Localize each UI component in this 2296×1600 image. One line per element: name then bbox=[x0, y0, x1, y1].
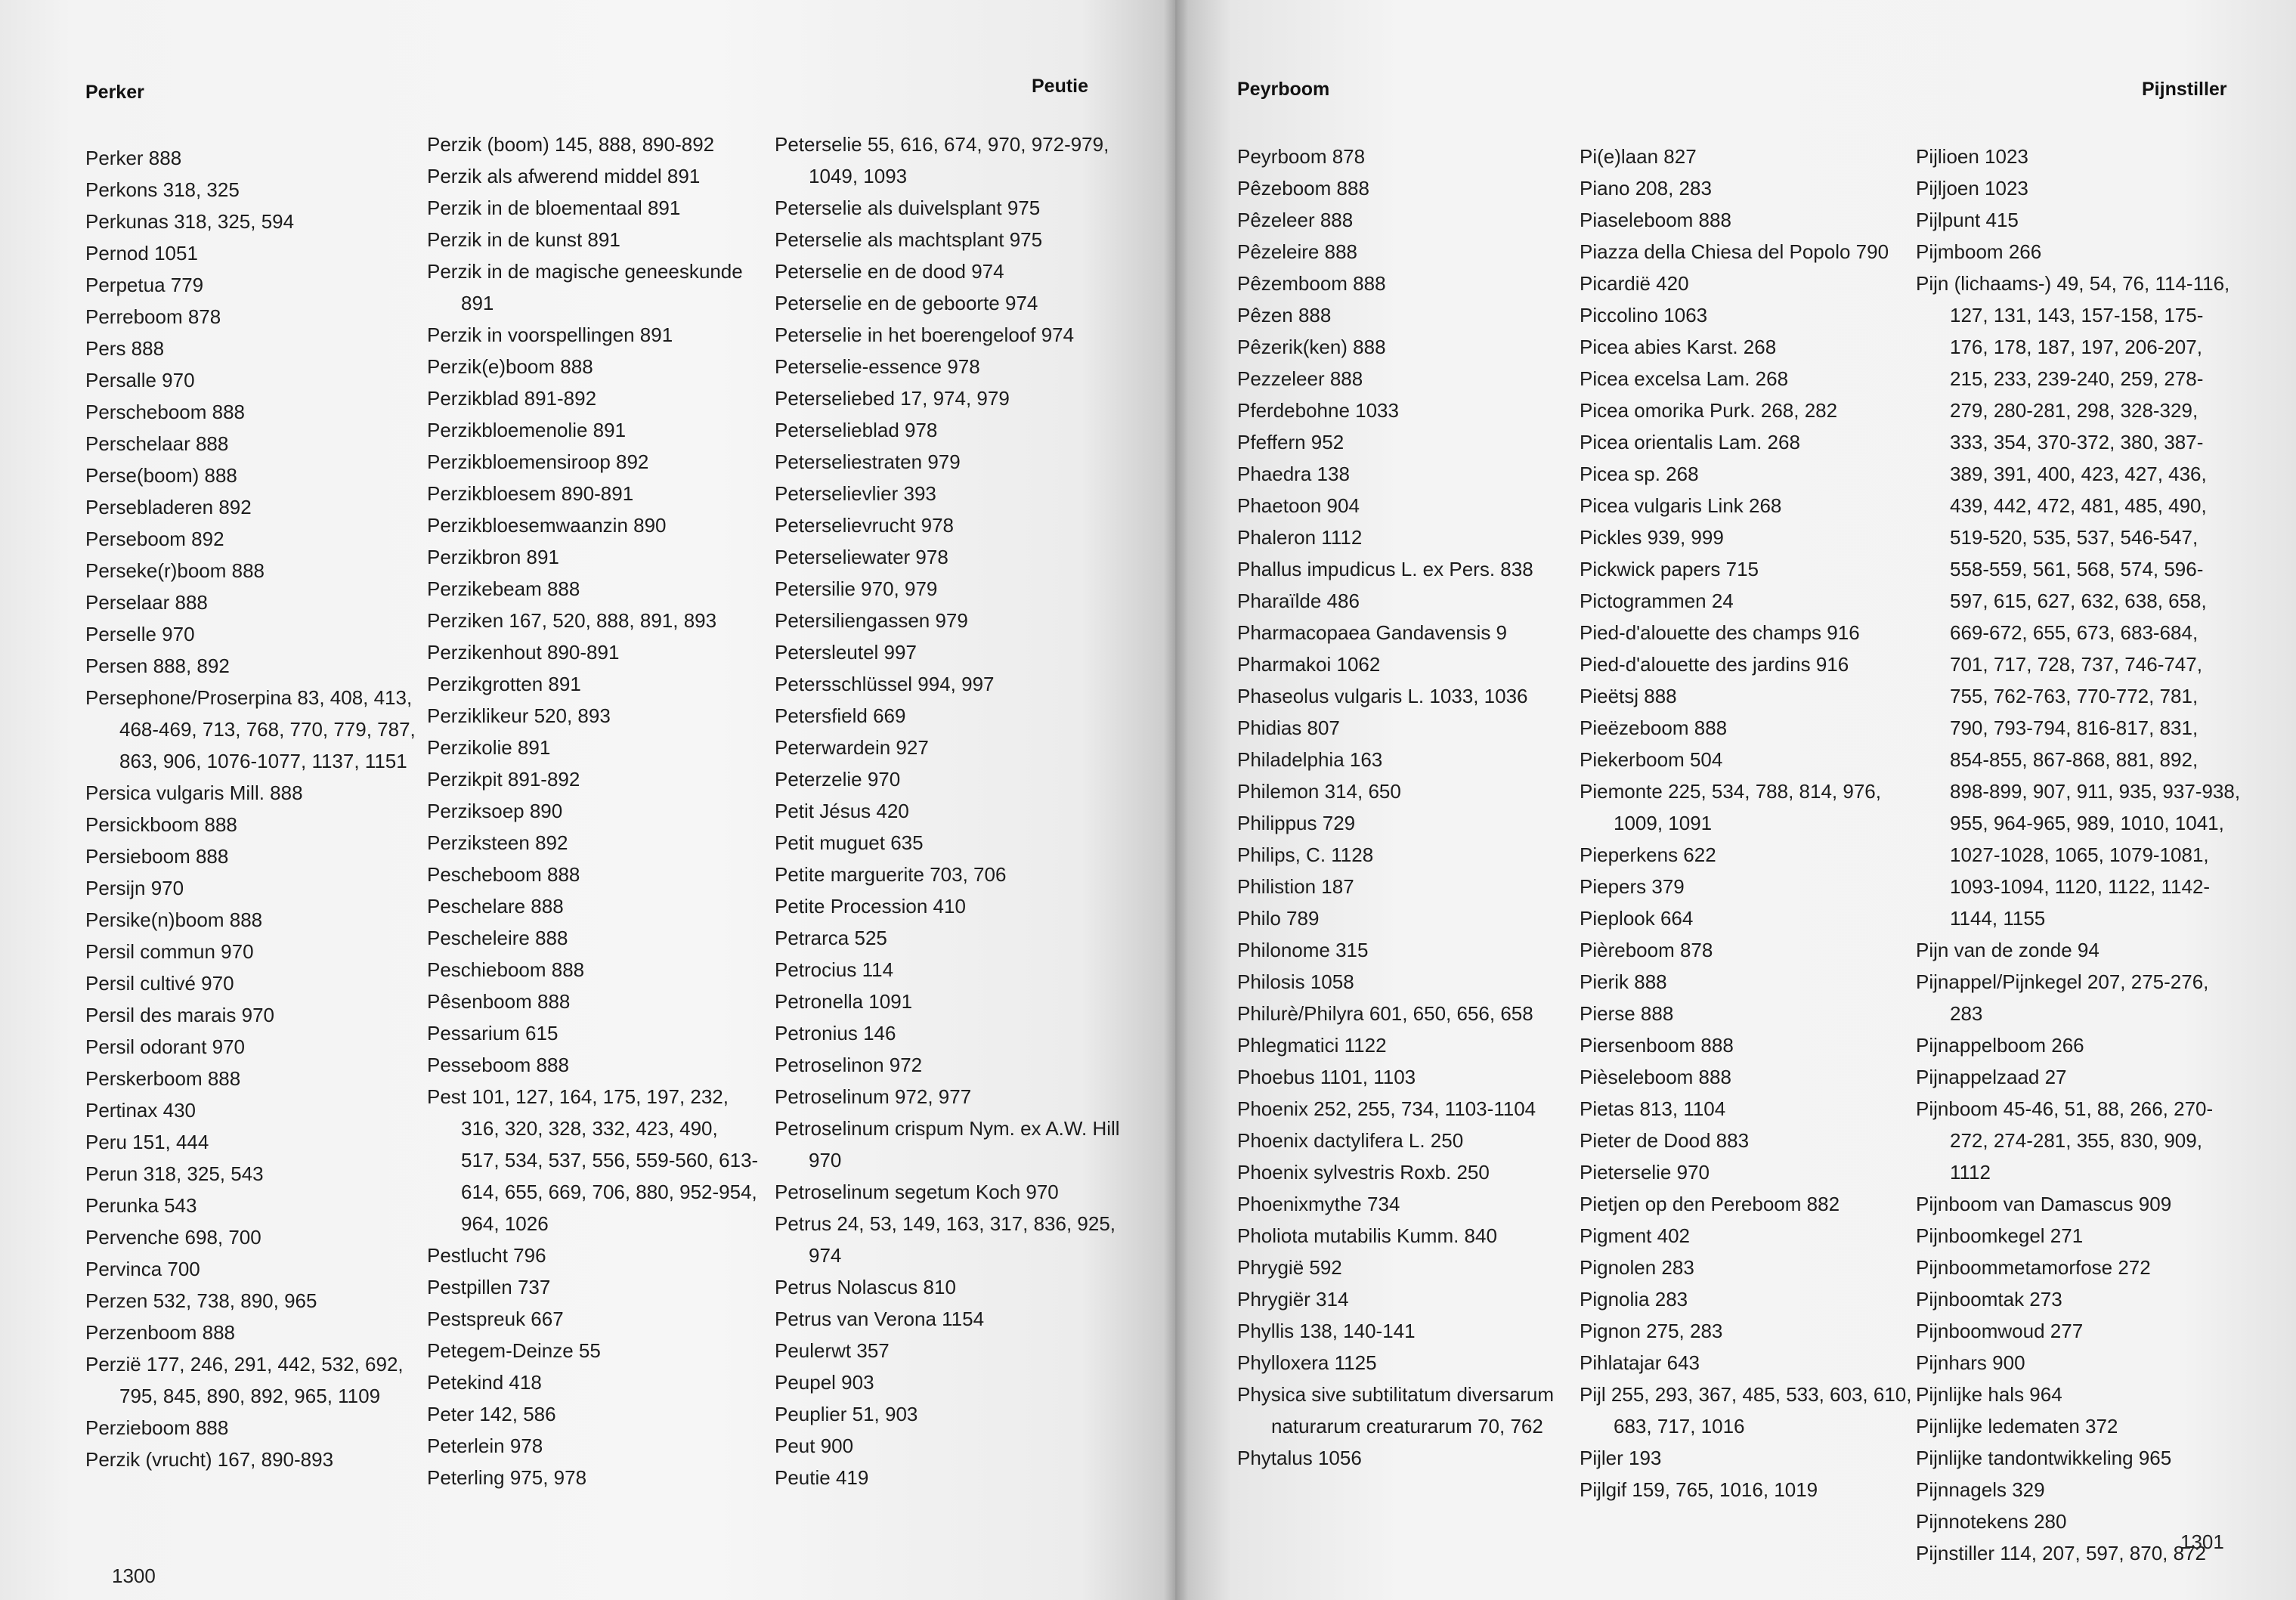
index-entry: Perselaar 888 bbox=[85, 591, 208, 614]
index-entry: Pijnhars 900 bbox=[1916, 1351, 2025, 1374]
index-entry: Pijnappelzaad 27 bbox=[1916, 1066, 2067, 1088]
index-entry: Petersilie 970, 979 bbox=[775, 577, 938, 600]
index-entry: Pescheboom 888 bbox=[427, 863, 580, 886]
index-entry: Pihlatajar 643 bbox=[1580, 1351, 1700, 1374]
index-entry: Peterselie en de dood 974 bbox=[775, 260, 1004, 283]
index-entry: Philistion 187 bbox=[1237, 875, 1354, 898]
index-entry: Peter 142, 586 bbox=[427, 1403, 556, 1425]
index-entry: Pieter de Dood 883 bbox=[1580, 1129, 1750, 1152]
index-entry: Perzik(e)boom 888 bbox=[427, 355, 593, 378]
index-entry: Pharmakoi 1062 bbox=[1237, 653, 1381, 676]
index-entry: Pers 888 bbox=[85, 337, 165, 360]
index-entry: Petite Procession 410 bbox=[775, 895, 966, 918]
index-entry: Perkunas 318, 325, 594 bbox=[85, 210, 295, 233]
index-entry: Petrocius 114 bbox=[775, 958, 894, 981]
index-entry: Perzieboom 888 bbox=[85, 1416, 229, 1439]
index-entry: Persijn 970 bbox=[85, 877, 184, 899]
index-entry: Petroselinum segetum Koch 970 bbox=[775, 1181, 1059, 1203]
index-entry: Phytalus 1056 bbox=[1237, 1447, 1362, 1469]
index-entry: Peuplier 51, 903 bbox=[775, 1403, 918, 1425]
page-number-left: 1300 bbox=[112, 1564, 156, 1587]
index-entry: Perziksteen 892 bbox=[427, 831, 568, 854]
right-page bbox=[1175, 0, 2296, 1600]
index-entry: Perzië 177, 246, 291, 442, 532, 692, 795, 845, 890, 892, 965, 1109 bbox=[85, 1353, 404, 1407]
index-entry: Phaleron 1112 bbox=[1237, 526, 1363, 549]
index-entry: Pignolia 283 bbox=[1580, 1288, 1688, 1311]
index-entry: Peutie 419 bbox=[775, 1466, 869, 1489]
index-entry: Perkons 318, 325 bbox=[85, 178, 240, 201]
index-entry: Pijl 255, 293, 367, 485, 533, 603, 610, 683, 717, 1016 bbox=[1580, 1383, 1912, 1438]
index-entry: Petroselinum crispum Nym. ex A.W. Hill 970 bbox=[775, 1117, 1120, 1171]
index-entry: Pêzen 888 bbox=[1237, 304, 1332, 326]
index-entry: Perpetua 779 bbox=[85, 274, 204, 296]
index-entry: Petronius 146 bbox=[775, 1022, 896, 1044]
index-entry: Petite marguerite 703, 706 bbox=[775, 863, 1007, 886]
index-entry: Pijnappelboom 266 bbox=[1916, 1034, 2084, 1057]
index-entry: Pieëzeboom 888 bbox=[1580, 716, 1728, 739]
index-entry: Pignolen 283 bbox=[1580, 1256, 1694, 1279]
index-entry: Petit Jésus 420 bbox=[775, 800, 909, 822]
index-entry: Pestpillen 737 bbox=[427, 1276, 551, 1298]
index-entry: Persephone/Proserpina 83, 408, 413, 468-469, 713, 768, 770, 779, 787, 863, 906, 1076-1077, 1137, 1151 bbox=[85, 686, 416, 772]
index-entry: Picea sp. 268 bbox=[1580, 463, 1699, 485]
index-entry: Pijnlijke ledematen 372 bbox=[1916, 1415, 2118, 1438]
page-number-right: 1301 bbox=[2180, 1530, 2224, 1553]
index-entry: Pijnappel/Pijnkegel 207, 275-276, 283 bbox=[1916, 970, 2209, 1025]
index-entry: Perzik (boom) 145, 888, 890-892 bbox=[427, 133, 715, 156]
index-entry: Peschieboom 888 bbox=[427, 958, 585, 981]
index-column-6 bbox=[1916, 141, 2241, 1569]
index-entry: Physica sive subtilitatum diversarum naturarum creaturarum 70, 762 bbox=[1237, 1383, 1555, 1438]
index-column-1 bbox=[85, 142, 418, 1475]
index-entry: Perzikenhout 890-891 bbox=[427, 641, 620, 664]
index-entry: Philosis 1058 bbox=[1237, 970, 1354, 993]
index-entry: Pijlgif 159, 765, 1016, 1019 bbox=[1580, 1478, 1818, 1501]
index-entry: Picardië 420 bbox=[1580, 272, 1689, 295]
index-entry: Petrus Nolascus 810 bbox=[775, 1276, 956, 1298]
index-entry: Perzikbloemensiroop 892 bbox=[427, 450, 649, 473]
index-entry: Petekind 418 bbox=[427, 1371, 542, 1394]
index-entry: Pezzeleer 888 bbox=[1237, 367, 1363, 390]
index-entry: Perzik als afwerend middel 891 bbox=[427, 165, 701, 187]
index-entry: Philo 789 bbox=[1237, 907, 1320, 930]
index-entry: Peterselie in het boerengeloof 974 bbox=[775, 323, 1075, 346]
index-entry: Perun 318, 325, 543 bbox=[85, 1162, 264, 1185]
index-entry: Pesseboom 888 bbox=[427, 1054, 569, 1076]
index-entry: Petersiliengassen 979 bbox=[775, 609, 968, 632]
index-entry: Pignon 275, 283 bbox=[1580, 1320, 1723, 1342]
index-entry: Phyllis 138, 140-141 bbox=[1237, 1320, 1416, 1342]
index-entry: Persil odorant 970 bbox=[85, 1035, 246, 1058]
index-entry: Piano 208, 283 bbox=[1580, 177, 1712, 200]
index-entry: Pickwick papers 715 bbox=[1580, 558, 1759, 580]
index-entry: Pietjen op den Pereboom 882 bbox=[1580, 1193, 1840, 1215]
index-entry: Philonome 315 bbox=[1237, 939, 1369, 961]
index-entry: Phaseolus vulgaris L. 1033, 1036 bbox=[1237, 685, 1528, 707]
index-entry: Pêzemboom 888 bbox=[1237, 272, 1386, 295]
index-entry: Pijmboom 266 bbox=[1916, 240, 2042, 263]
index-entry: Picea omorika Purk. 268, 282 bbox=[1580, 399, 1838, 422]
index-entry: Peterselie 55, 616, 674, 970, 972-979, 1049, 1093 bbox=[775, 133, 1109, 187]
index-entry: Persalle 970 bbox=[85, 369, 195, 391]
index-entry: Perzik in voorspellingen 891 bbox=[427, 323, 673, 346]
index-entry: Pervinca 700 bbox=[85, 1258, 200, 1280]
index-entry: Philippus 729 bbox=[1237, 812, 1356, 834]
index-entry: Petrus van Verona 1154 bbox=[775, 1308, 985, 1330]
index-entry: Persil des marais 970 bbox=[85, 1004, 274, 1026]
index-entry: Perseke(r)boom 888 bbox=[85, 559, 265, 582]
index-entry: Perziksoep 890 bbox=[427, 800, 563, 822]
index-entry: Perker 888 bbox=[85, 147, 182, 169]
index-entry: Phlegmatici 1122 bbox=[1237, 1034, 1387, 1057]
index-entry: Phidias 807 bbox=[1237, 716, 1340, 739]
index-entry: Pièseleboom 888 bbox=[1580, 1066, 1731, 1088]
index-entry: Peterwardein 927 bbox=[775, 736, 929, 759]
index-entry: Pêsenboom 888 bbox=[427, 990, 571, 1013]
index-entry: Phoenix sylvestris Roxb. 250 bbox=[1237, 1161, 1490, 1184]
index-column-3 bbox=[775, 128, 1153, 1493]
index-entry: Peterseliestraten 979 bbox=[775, 450, 961, 473]
index-entry: Picea vulgaris Link 268 bbox=[1580, 494, 1782, 517]
index-entry: Pestlucht 796 bbox=[427, 1244, 546, 1267]
index-entry: Pharmacopaea Gandavensis 9 bbox=[1237, 621, 1508, 644]
index-entry: Philemon 314, 650 bbox=[1237, 780, 1401, 803]
index-entry: Petroselinum 972, 977 bbox=[775, 1085, 972, 1108]
index-entry: Phrygië 592 bbox=[1237, 1256, 1342, 1279]
index-entry: Persebladeren 892 bbox=[85, 496, 252, 518]
index-entry: Peterselie als machtsplant 975 bbox=[775, 228, 1043, 251]
index-entry: Phylloxera 1125 bbox=[1237, 1351, 1377, 1374]
index-entry: Perzikbron 891 bbox=[427, 546, 559, 568]
running-head-left: Peyrboom bbox=[1237, 79, 1330, 100]
index-entry: Perzenboom 888 bbox=[85, 1321, 236, 1344]
index-entry: Perzikpit 891-892 bbox=[427, 768, 580, 791]
index-entry: Pertinax 430 bbox=[85, 1099, 196, 1122]
running-head-right: Pijnstiller bbox=[2142, 79, 2227, 100]
index-entry: Peterseliewater 978 bbox=[775, 546, 948, 568]
index-entry: Persil cultivé 970 bbox=[85, 972, 234, 995]
index-entry: Petronella 1091 bbox=[775, 990, 913, 1013]
index-entry: Perzikolie 891 bbox=[427, 736, 551, 759]
index-entry: Perziken 167, 520, 888, 891, 893 bbox=[427, 609, 717, 632]
index-entry: Phrygiër 314 bbox=[1237, 1288, 1349, 1311]
index-entry: Perzik in de bloementaal 891 bbox=[427, 197, 681, 219]
index-entry: Perzikbloesemwaanzin 890 bbox=[427, 514, 667, 537]
index-entry: Peterselie-essence 978 bbox=[775, 355, 980, 378]
index-entry: Perzik in de kunst 891 bbox=[427, 228, 620, 251]
index-entry: Peterselie en de geboorte 974 bbox=[775, 292, 1038, 314]
index-entry: Pijnboomkegel 271 bbox=[1916, 1224, 2084, 1247]
index-entry: Pierse 888 bbox=[1580, 1002, 1674, 1025]
index-entry: Pied-d'alouette des jardins 916 bbox=[1580, 653, 1849, 676]
index-entry: Piazza della Chiesa del Popolo 790 bbox=[1580, 240, 1889, 263]
index-entry: Pi(e)laan 827 bbox=[1580, 145, 1697, 168]
index-entry: Peschelare 888 bbox=[427, 895, 564, 918]
index-entry: Pieëtsj 888 bbox=[1580, 685, 1677, 707]
index-entry: Pijnboomwoud 277 bbox=[1916, 1320, 2084, 1342]
index-entry: Pholiota mutabilis Kumm. 840 bbox=[1237, 1224, 1497, 1247]
index-entry: Pieterselie 970 bbox=[1580, 1161, 1710, 1184]
index-entry: Pijlpunt 415 bbox=[1916, 209, 2019, 231]
index-entry: Persica vulgaris Mill. 888 bbox=[85, 781, 303, 804]
index-entry: Pescheleire 888 bbox=[427, 927, 568, 949]
index-entry: Pêzeleire 888 bbox=[1237, 240, 1357, 263]
index-entry: Peterseliebed 17, 974, 979 bbox=[775, 387, 1010, 410]
index-entry: Picea excelsa Lam. 268 bbox=[1580, 367, 1789, 390]
index-entry: Pijn van de zonde 94 bbox=[1916, 939, 2100, 961]
index-entry: Perzik (vrucht) 167, 890-893 bbox=[85, 1448, 334, 1471]
index-entry: Phoenixmythe 734 bbox=[1237, 1193, 1400, 1215]
index-entry: Peterlein 978 bbox=[427, 1434, 543, 1457]
index-entry: Pessarium 615 bbox=[427, 1022, 559, 1044]
index-entry: Philurè/Philyra 601, 650, 656, 658 bbox=[1237, 1002, 1533, 1025]
running-head-left: Perker bbox=[85, 82, 144, 103]
index-entry: Pijnstiller 114, 207, 597, 870, 872 bbox=[1916, 1542, 2207, 1564]
index-entry: Phallus impudicus L. ex Pers. 838 bbox=[1237, 558, 1533, 580]
index-entry: Persike(n)boom 888 bbox=[85, 908, 263, 931]
index-entry: Perscheboom 888 bbox=[85, 401, 246, 423]
index-entry: Peterselievrucht 978 bbox=[775, 514, 955, 537]
index-entry: Peterselie als duivelsplant 975 bbox=[775, 197, 1041, 219]
index-entry: Piekerboom 504 bbox=[1580, 748, 1723, 771]
index-entry: Pest 101, 127, 164, 175, 197, 232, 316, 320, 328, 332, 423, 490, 517, 534, 537, 556, 559-560, 613-614, 655, 669, 706, 880, 952-954, 964, 1026 bbox=[427, 1085, 759, 1235]
index-entry: Philadelphia 163 bbox=[1237, 748, 1383, 771]
index-column-2 bbox=[427, 128, 760, 1493]
index-entry: Perzikbloesem 890-891 bbox=[427, 482, 634, 505]
index-entry: Pijnnotekens 280 bbox=[1916, 1510, 2067, 1533]
index-entry: Peterselieblad 978 bbox=[775, 419, 938, 441]
index-entry: Pied-d'alouette des champs 916 bbox=[1580, 621, 1860, 644]
index-entry: Perziklikeur 520, 893 bbox=[427, 704, 611, 727]
index-entry: Perunka 543 bbox=[85, 1194, 197, 1217]
index-entry: Piccolino 1063 bbox=[1580, 304, 1708, 326]
index-entry: Peterselievlier 393 bbox=[775, 482, 936, 505]
index-entry: Pervenche 698, 700 bbox=[85, 1226, 261, 1249]
index-entry: Petersfield 669 bbox=[775, 704, 906, 727]
index-entry: Perzikebeam 888 bbox=[427, 577, 580, 600]
index-entry: Pierik 888 bbox=[1580, 970, 1667, 993]
index-entry: Pernod 1051 bbox=[85, 242, 198, 265]
index-entry: Phoebus 1101, 1103 bbox=[1237, 1066, 1416, 1088]
index-column-4 bbox=[1237, 141, 1573, 1474]
index-entry: Peut 900 bbox=[775, 1434, 854, 1457]
index-entry: Perzen 532, 738, 890, 965 bbox=[85, 1289, 317, 1312]
index-entry: Pijnboom 45-46, 51, 88, 266, 270-272, 274-281, 355, 830, 909, 1112 bbox=[1916, 1097, 2214, 1184]
index-entry: Perzikgrotten 891 bbox=[427, 673, 581, 695]
index-entry: Perschelaar 888 bbox=[85, 432, 229, 455]
book-gutter bbox=[1164, 0, 1188, 1600]
index-entry: Pigment 402 bbox=[1580, 1224, 1690, 1247]
index-entry: Persen 888, 892 bbox=[85, 655, 230, 677]
index-entry: Phoenix dactylifera L. 250 bbox=[1237, 1129, 1464, 1152]
index-entry: Peterzelie 970 bbox=[775, 768, 901, 791]
index-entry: Petroselinon 972 bbox=[775, 1054, 923, 1076]
index-entry: Pijnlijke tandontwikkeling 965 bbox=[1916, 1447, 2172, 1469]
index-entry: Peyrboom 878 bbox=[1237, 145, 1366, 168]
index-entry: Perselle 970 bbox=[85, 623, 195, 645]
index-entry: Phaetoon 904 bbox=[1237, 494, 1360, 517]
index-entry: Pijljoen 1023 bbox=[1916, 177, 2028, 200]
index-entry: Peupel 903 bbox=[775, 1371, 874, 1394]
index-entry: Petit muguet 635 bbox=[775, 831, 924, 854]
index-entry: Pickles 939, 999 bbox=[1580, 526, 1724, 549]
index-entry: Persil commun 970 bbox=[85, 940, 254, 963]
index-entry: Peulerwt 357 bbox=[775, 1339, 890, 1362]
index-entry: Pêzerik(ken) 888 bbox=[1237, 336, 1386, 358]
index-entry: Pièreboom 878 bbox=[1580, 939, 1713, 961]
running-head-right: Peutie bbox=[1032, 76, 1089, 97]
index-entry: Pestspreuk 667 bbox=[427, 1308, 564, 1330]
index-entry: Peterling 975, 978 bbox=[427, 1466, 587, 1489]
index-entry: Pijler 193 bbox=[1580, 1447, 1662, 1469]
index-entry: Philips, C. 1128 bbox=[1237, 843, 1374, 866]
index-entry: Pêzeleer 888 bbox=[1237, 209, 1354, 231]
index-entry: Persieboom 888 bbox=[85, 845, 229, 868]
index-entry: Petegem-Deinze 55 bbox=[427, 1339, 601, 1362]
index-entry: Peru 151, 444 bbox=[85, 1131, 209, 1153]
index-entry: Pijnboom van Damascus 909 bbox=[1916, 1193, 2172, 1215]
index-entry: Pieplook 664 bbox=[1580, 907, 1694, 930]
index-entry: Perzikblad 891-892 bbox=[427, 387, 597, 410]
index-entry: Pijn (lichaams-) 49, 54, 76, 114-116, 127, 131, 143, 157-158, 175-176, 178, 187, 197, 206-207, 215, 233, 239-240, 259, 278-279, 280-281, 298, 328-329, 333, 354, 370-372, 380, 387-389, 391, 400, 423, 427, 436, 439, 442, 472, 481, 485, 490, 519-520, 535, 537, 546-547, 558-559, 561, 568, 574, 596-597, 615, 627, 632, 638, 658, 669-672, 655, 673, 683-684, 701, 717, 728, 737, 746-747, 755, 762-763, 770-772, 781, 790, 793-794, 816-817, 831, 854-855, 867-868, 881, 892, 898-899, 907, 911, 935, 937-938, 955, 964-965, 989, 1010, 1041, 1027-1028, 1065, 1079-1081, 1093-1094, 1120, 1122, 1142-1144, 1155 bbox=[1916, 272, 2241, 930]
index-entry: Perreboom 878 bbox=[85, 305, 221, 328]
index-entry: Pietas 813, 1104 bbox=[1580, 1097, 1726, 1120]
index-entry: Pêzeboom 888 bbox=[1237, 177, 1369, 200]
index-entry: Petersleutel 997 bbox=[775, 641, 917, 664]
index-entry: Petrarca 525 bbox=[775, 927, 887, 949]
index-entry: Pijnnagels 329 bbox=[1916, 1478, 2045, 1501]
index-column-5 bbox=[1580, 141, 1916, 1506]
index-entry: Piaseleboom 888 bbox=[1580, 209, 1731, 231]
index-entry: Pijnlijke hals 964 bbox=[1916, 1383, 2062, 1406]
index-entry: Piemonte 225, 534, 788, 814, 976, 1009, 1091 bbox=[1580, 780, 1881, 834]
index-entry: Petersschlüssel 994, 997 bbox=[775, 673, 995, 695]
index-entry: Pijnboommetamorfose 272 bbox=[1916, 1256, 2151, 1279]
index-entry: Pharaïlde 486 bbox=[1237, 590, 1360, 612]
index-entry: Phaedra 138 bbox=[1237, 463, 1350, 485]
index-entry: Perse(boom) 888 bbox=[85, 464, 237, 487]
index-entry: Phoenix 252, 255, 734, 1103-1104 bbox=[1237, 1097, 1536, 1120]
index-entry: Piepers 379 bbox=[1580, 875, 1685, 898]
index-entry: Persickboom 888 bbox=[85, 813, 237, 836]
index-entry: Pijlioen 1023 bbox=[1916, 145, 2028, 168]
index-entry: Perseboom 892 bbox=[85, 528, 224, 550]
index-entry: Petrus 24, 53, 149, 163, 317, 836, 925, 974 bbox=[775, 1212, 1116, 1267]
index-entry: Pijnboomtak 273 bbox=[1916, 1288, 2062, 1311]
index-entry: Piersenboom 888 bbox=[1580, 1034, 1734, 1057]
index-entry: Pfeffern 952 bbox=[1237, 431, 1344, 453]
index-entry: Picea abies Karst. 268 bbox=[1580, 336, 1777, 358]
index-entry: Picea orientalis Lam. 268 bbox=[1580, 431, 1800, 453]
index-entry: Pferdebohne 1033 bbox=[1237, 399, 1399, 422]
index-entry: Pieperkens 622 bbox=[1580, 843, 1716, 866]
index-entry: Perskerboom 888 bbox=[85, 1067, 241, 1090]
index-entry: Perzikbloemenolie 891 bbox=[427, 419, 627, 441]
index-entry: Perzik in de magische geneeskunde 891 bbox=[427, 260, 743, 314]
index-entry: Pictogrammen 24 bbox=[1580, 590, 1734, 612]
